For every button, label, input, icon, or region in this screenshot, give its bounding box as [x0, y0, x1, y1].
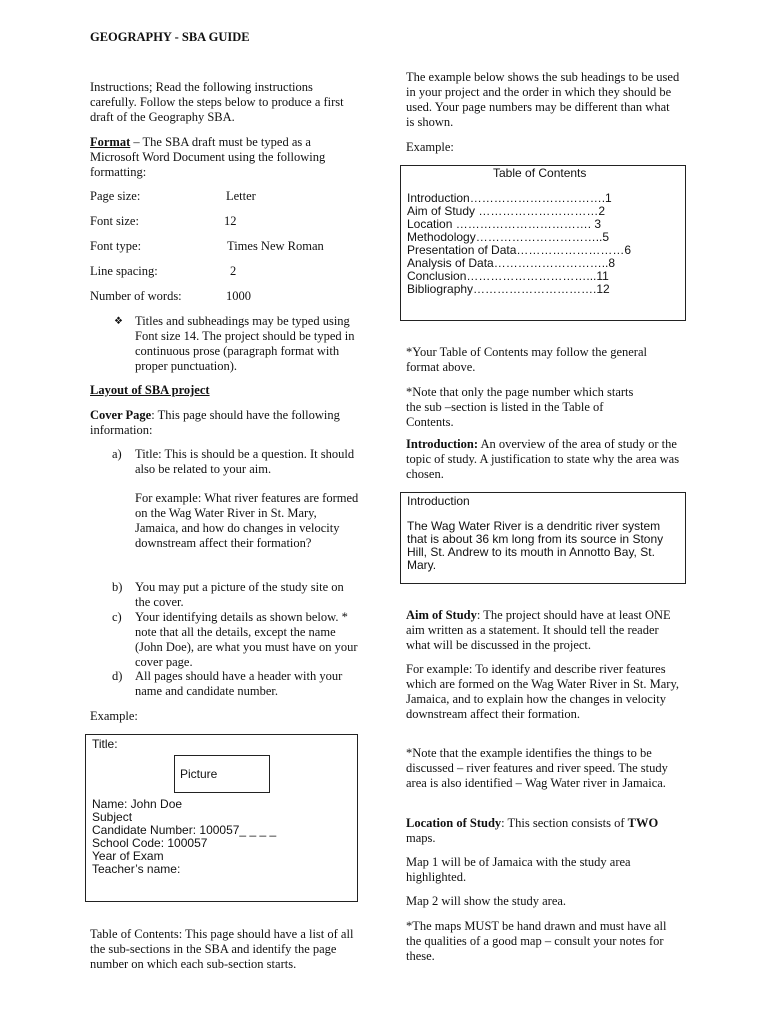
cover-page-example-box — [85, 734, 358, 902]
toc-row: Introduction…………………………….1 — [407, 191, 612, 205]
toc-row: Analysis of Data………………………..8 — [407, 256, 616, 270]
titles-bullet-text: Titles and subheadings may be typed using Font size 14. The project should be typed in continuous prose (paragraph format with proper punctuation). — [135, 314, 355, 373]
setting-value: 2 — [230, 264, 237, 278]
toc-example-box — [400, 165, 686, 321]
cover-detail-line: Subject — [92, 810, 133, 824]
aim-example: For example: To identify and describe river features which are formed on the Wag Water River in St. Mary, Jamaica, and to explain how the changes in velocity downstream affect their formation. — [406, 662, 680, 721]
location-text: : This section consists of — [501, 816, 628, 830]
setting-label: Page size: — [90, 189, 141, 203]
toc-note-general: *Your Table of Contents may follow the general format above. — [406, 345, 647, 374]
map2-paragraph: Map 2 will show the study area. — [406, 894, 567, 908]
bullet-diamond-icon: ❖ — [114, 316, 123, 327]
introduction-example-box — [400, 492, 686, 584]
toc-row: Bibliography………………………….12 — [407, 282, 610, 296]
toc-box-title: Table of Contents — [493, 166, 587, 180]
maps-note: *The maps MUST be hand drawn and must have all the qualities of a good map – consult your notes for these. — [406, 919, 667, 963]
list-marker: d) — [112, 669, 123, 683]
cover-detail-line: School Code: 100057 — [92, 836, 208, 850]
setting-label: Number of words: — [90, 289, 182, 303]
cover-detail-line: Candidate Number: 100057_ _ _ _ — [92, 823, 277, 837]
toc-row: Location ……………………………. 3 — [407, 217, 602, 231]
cover-page-label: Cover Page — [90, 408, 152, 422]
cover-title-label: Title: — [92, 737, 118, 751]
cover-page-text: : This page should have the following information: — [90, 408, 340, 437]
cover-detail-line: Year of Exam — [92, 849, 164, 863]
list-item: Title: This is should be a question. It should also be related to your aim. — [135, 447, 355, 476]
list-marker: c) — [112, 610, 122, 624]
toc-note-page-number: *Note that only the page number which starts the sub –section is listed in the Table of Contents. — [406, 385, 634, 429]
layout-heading: Layout of SBA project — [90, 383, 210, 397]
format-paragraph — [90, 135, 360, 180]
format-label: Format — [90, 135, 131, 149]
cover-detail-line: Name: John Doe — [92, 797, 183, 811]
cover-detail-line: Teacher’s name: — [92, 862, 181, 876]
setting-value: 12 — [224, 214, 237, 228]
setting-value: 1000 — [226, 289, 251, 303]
introduction-label: Introduction: — [406, 437, 479, 451]
location-label: Location of Study — [406, 816, 502, 830]
format-text: – The SBA draft must be typed as a Microsoft Word Document using the following formatting: — [90, 135, 326, 179]
toc-intro-paragraph: Table of Contents: This page should have a list of all the sub-sections in the SBA and identify the page number on which each sub-section starts. — [90, 927, 354, 971]
example-label: Example: — [90, 709, 138, 723]
introduction-paragraph — [406, 437, 681, 482]
toc-example-intro: The example below shows the sub headings to be used in your project and the order in which they should be used. Your page numbers may be different than what is shown. — [406, 70, 680, 129]
aim-text: : The project should have at least ONE aim written as a statement. It should tell the reader what will be discussed in the project. — [406, 608, 671, 652]
setting-label: Font size: — [90, 214, 139, 228]
aim-note: *Note that the example identifies the things to be discussed – river features and river speed. The study area is also identified – Wag Water river in Jamaica. — [406, 746, 668, 790]
location-bold: TWO — [627, 816, 659, 830]
picture-label: Picture — [180, 767, 218, 781]
aim-paragraph — [406, 608, 681, 653]
toc-example-label: Example: — [406, 140, 454, 154]
toc-row: Presentation of Data………………………6 — [407, 243, 632, 257]
list-item: All pages should have a header with your name and candidate number. — [135, 669, 343, 698]
toc-intro-continued — [406, 2, 661, 17]
setting-value: Letter — [226, 189, 256, 203]
list-item: You may put a picture of the study site on the cover. — [135, 580, 344, 609]
page-title: GEOGRAPHY - SBA GUIDE — [90, 30, 250, 44]
setting-label: Font type: — [90, 239, 142, 253]
toc-row: Aim of Study …………………………2 — [407, 204, 606, 218]
list-item: Your identifying details as shown below. * note that all the details, except the name (John Doe), are what you must have on your cover page. — [135, 610, 358, 669]
aim-label: Aim of Study — [406, 608, 477, 622]
toc-row: Conclusion…………………………...11 — [407, 269, 609, 283]
location-text-end: maps. — [406, 831, 436, 845]
setting-value: Times New Roman — [227, 239, 324, 253]
list-marker: b) — [112, 580, 123, 594]
picture-placeholder — [174, 755, 270, 793]
setting-label: Line spacing: — [90, 264, 158, 278]
introduction-box-text: The Wag Water River is a dendritic river system that is about 36 km long from its source in Stony Hill, St. Andrew to its mouth in Annotto Bay, St. Mary. — [407, 519, 664, 572]
introduction-box-title: Introduction — [407, 494, 470, 508]
toc-row: Methodology…………………………..5 — [407, 230, 610, 244]
cover-page-paragraph — [90, 408, 360, 438]
list-marker: a) — [112, 447, 122, 461]
instructions-paragraph: Instructions; Read the following instructions carefully. Follow the steps below to produce a first draft of the Geography SBA. — [90, 80, 344, 124]
introduction-text: An overview of the area of study or the topic of study. A justification to state why the area was chosen. — [406, 437, 680, 481]
map1-paragraph: Map 1 will be of Jamaica with the study area highlighted. — [406, 855, 631, 884]
location-paragraph — [406, 816, 681, 846]
list-item-example: For example: What river features are formed on the Wag Water River in St. Mary, Jamaica, and how do changes in velocity downstream affect their formation? — [135, 491, 359, 550]
